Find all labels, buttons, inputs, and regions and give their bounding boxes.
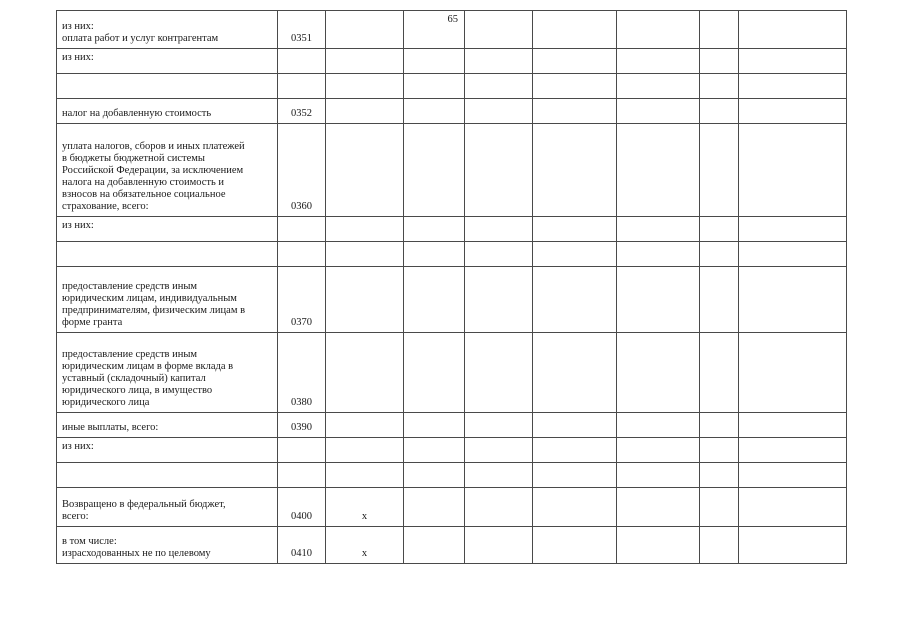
empty-cell [700, 74, 739, 99]
empty-cell [533, 413, 617, 438]
empty-cell [617, 333, 700, 413]
empty-cell [739, 242, 847, 267]
row-code-cell: 0380 [278, 333, 326, 413]
empty-cell [739, 413, 847, 438]
empty-cell [465, 413, 533, 438]
row-name-cell [57, 49, 278, 74]
row-name-line: из них: [62, 441, 94, 452]
empty-cell [739, 463, 847, 488]
row-value-cell [404, 242, 465, 267]
empty-cell [533, 49, 617, 74]
empty-cell [465, 488, 533, 527]
row-code-cell [278, 242, 326, 267]
empty-cell [465, 217, 533, 242]
empty-cell [465, 74, 533, 99]
row-name-line: налог на добавленную стоимость [62, 108, 212, 119]
empty-cell [533, 333, 617, 413]
empty-cell [533, 217, 617, 242]
empty-cell [617, 217, 700, 242]
empty-cell [533, 267, 617, 333]
report-table-body [57, 11, 847, 564]
row-name-cell [57, 11, 278, 49]
empty-cell [533, 488, 617, 527]
row-name-line: страхование, всего: [62, 201, 149, 212]
empty-cell [700, 413, 739, 438]
row-code-cell [278, 217, 326, 242]
row-code-cell [278, 463, 326, 488]
empty-cell [465, 49, 533, 74]
row-name-line: Российской Федерации, за исключением [62, 165, 244, 176]
empty-cell [465, 99, 533, 124]
empty-cell [739, 74, 847, 99]
empty-cell [700, 49, 739, 74]
empty-cell [700, 488, 739, 527]
row-code-cell: 0390 [278, 413, 326, 438]
empty-cell [739, 333, 847, 413]
row-name-line: иные выплаты, всего: [62, 422, 159, 433]
row-name-cell [57, 74, 278, 99]
row-name-line: юридическим лицам, индивидуальным [62, 293, 237, 304]
empty-cell [617, 242, 700, 267]
empty-cell [617, 488, 700, 527]
row-name-cell [57, 333, 278, 413]
row-value-cell [326, 242, 404, 267]
empty-cell [700, 333, 739, 413]
empty-cell [465, 527, 533, 564]
row-value-cell [326, 333, 404, 413]
row-value-cell [404, 488, 465, 527]
empty-cell [700, 99, 739, 124]
row-value-cell [326, 267, 404, 333]
row-name-cell [57, 527, 278, 564]
row-name-cell [57, 124, 278, 217]
empty-cell [617, 527, 700, 564]
row-value-cell [404, 527, 465, 564]
row-name-line: предоставление средств иным [62, 281, 198, 292]
empty-cell [739, 49, 847, 74]
empty-cell [533, 438, 617, 463]
row-name-cell [57, 267, 278, 333]
empty-cell [739, 438, 847, 463]
row-value-cell [404, 438, 465, 463]
empty-cell [533, 124, 617, 217]
empty-cell [533, 463, 617, 488]
row-code-cell: 0360 [278, 124, 326, 217]
empty-cell [465, 267, 533, 333]
empty-cell [533, 527, 617, 564]
empty-cell [700, 217, 739, 242]
table-row [57, 463, 847, 488]
empty-cell [533, 242, 617, 267]
row-value-cell [404, 99, 465, 124]
row-value-cell: х [326, 527, 404, 564]
row-name-line: предоставление средств иным [62, 349, 198, 360]
row-name-cell [57, 463, 278, 488]
row-value-cell [404, 74, 465, 99]
empty-cell [617, 438, 700, 463]
row-name-line: Возвращено в федеральный бюджет, [62, 499, 226, 510]
empty-cell [617, 74, 700, 99]
empty-cell [739, 527, 847, 564]
row-value-cell [326, 49, 404, 74]
row-value-cell [404, 124, 465, 217]
row-name-line: юридического лица [62, 397, 150, 408]
empty-cell [700, 267, 739, 333]
row-name-line: из них: [62, 52, 94, 63]
table-row [57, 11, 847, 49]
row-name-line: уплата налогов, сборов и иных платежей [62, 141, 245, 152]
empty-cell [465, 11, 533, 49]
row-code-cell: 0370 [278, 267, 326, 333]
row-value-cell [326, 99, 404, 124]
row-value-cell [404, 333, 465, 413]
row-name-line: израсходованных не по целевому [62, 548, 211, 559]
report-table [56, 10, 847, 564]
row-value-cell [404, 267, 465, 333]
empty-cell [700, 11, 739, 49]
row-code-cell [278, 49, 326, 74]
row-value-cell [326, 217, 404, 242]
table-row [57, 242, 847, 267]
empty-cell [617, 124, 700, 217]
row-name-line: уставный (складочный) капитал [62, 373, 206, 384]
row-value-cell [326, 463, 404, 488]
row-value-cell [404, 463, 465, 488]
row-value-cell: 65 [404, 11, 465, 49]
row-name-line: из них: [62, 220, 94, 231]
empty-cell [617, 267, 700, 333]
row-code-cell: 0400 [278, 488, 326, 527]
empty-cell [739, 488, 847, 527]
row-name-line: форме гранта [62, 317, 123, 328]
row-name-cell [57, 217, 278, 242]
table-row [57, 413, 847, 438]
row-name-cell [57, 488, 278, 527]
table-row [57, 99, 847, 124]
row-name-line: в бюджеты бюджетной системы [62, 153, 205, 164]
row-value-cell: х [326, 488, 404, 527]
empty-cell [700, 438, 739, 463]
row-name-line: оплата работ и услуг контрагентам [62, 33, 219, 44]
row-name-line: юридического лица, в имущество [62, 385, 213, 396]
row-value-cell [326, 74, 404, 99]
row-value-cell [326, 413, 404, 438]
empty-cell [739, 267, 847, 333]
empty-cell [700, 463, 739, 488]
table-row [57, 74, 847, 99]
row-name-line: юридическим лицам в форме вклада в [62, 361, 234, 372]
table-row [57, 267, 847, 333]
empty-cell [465, 242, 533, 267]
row-name-cell [57, 99, 278, 124]
row-code-cell [278, 438, 326, 463]
row-value-cell [404, 217, 465, 242]
empty-cell [617, 463, 700, 488]
empty-cell [617, 49, 700, 74]
empty-cell [465, 333, 533, 413]
empty-cell [465, 463, 533, 488]
row-value-cell [326, 124, 404, 217]
row-code-cell: 0410 [278, 527, 326, 564]
table-row [57, 527, 847, 564]
empty-cell [700, 124, 739, 217]
table-row [57, 217, 847, 242]
row-code-cell [278, 74, 326, 99]
row-value-cell [326, 11, 404, 49]
empty-cell [465, 438, 533, 463]
empty-cell [617, 413, 700, 438]
row-name-cell [57, 242, 278, 267]
empty-cell [739, 217, 847, 242]
table-row [57, 49, 847, 74]
row-code-cell: 0352 [278, 99, 326, 124]
empty-cell [617, 11, 700, 49]
empty-cell [739, 11, 847, 49]
row-name-line: из них: [62, 21, 94, 32]
table-row [57, 438, 847, 463]
empty-cell [617, 99, 700, 124]
row-value-cell [404, 49, 465, 74]
empty-cell [533, 99, 617, 124]
empty-cell [533, 11, 617, 49]
row-name-cell [57, 413, 278, 438]
row-code-cell: 0351 [278, 11, 326, 49]
table-row [57, 333, 847, 413]
empty-cell [739, 99, 847, 124]
empty-cell [465, 124, 533, 217]
table-row [57, 488, 847, 527]
row-value-cell [326, 438, 404, 463]
empty-cell [700, 527, 739, 564]
row-name-line: в том числе: [62, 536, 117, 547]
empty-cell [739, 124, 847, 217]
row-value-cell [404, 413, 465, 438]
table-row [57, 124, 847, 217]
row-name-line: всего: [62, 511, 89, 522]
empty-cell [700, 242, 739, 267]
row-name-line: взносов на обязательное социальное [62, 189, 226, 200]
empty-cell [533, 74, 617, 99]
row-name-line: налога на добавленную стоимость и [62, 177, 225, 188]
row-name-line: предпринимателям, физическим лицам в [62, 305, 246, 316]
row-name-cell [57, 438, 278, 463]
